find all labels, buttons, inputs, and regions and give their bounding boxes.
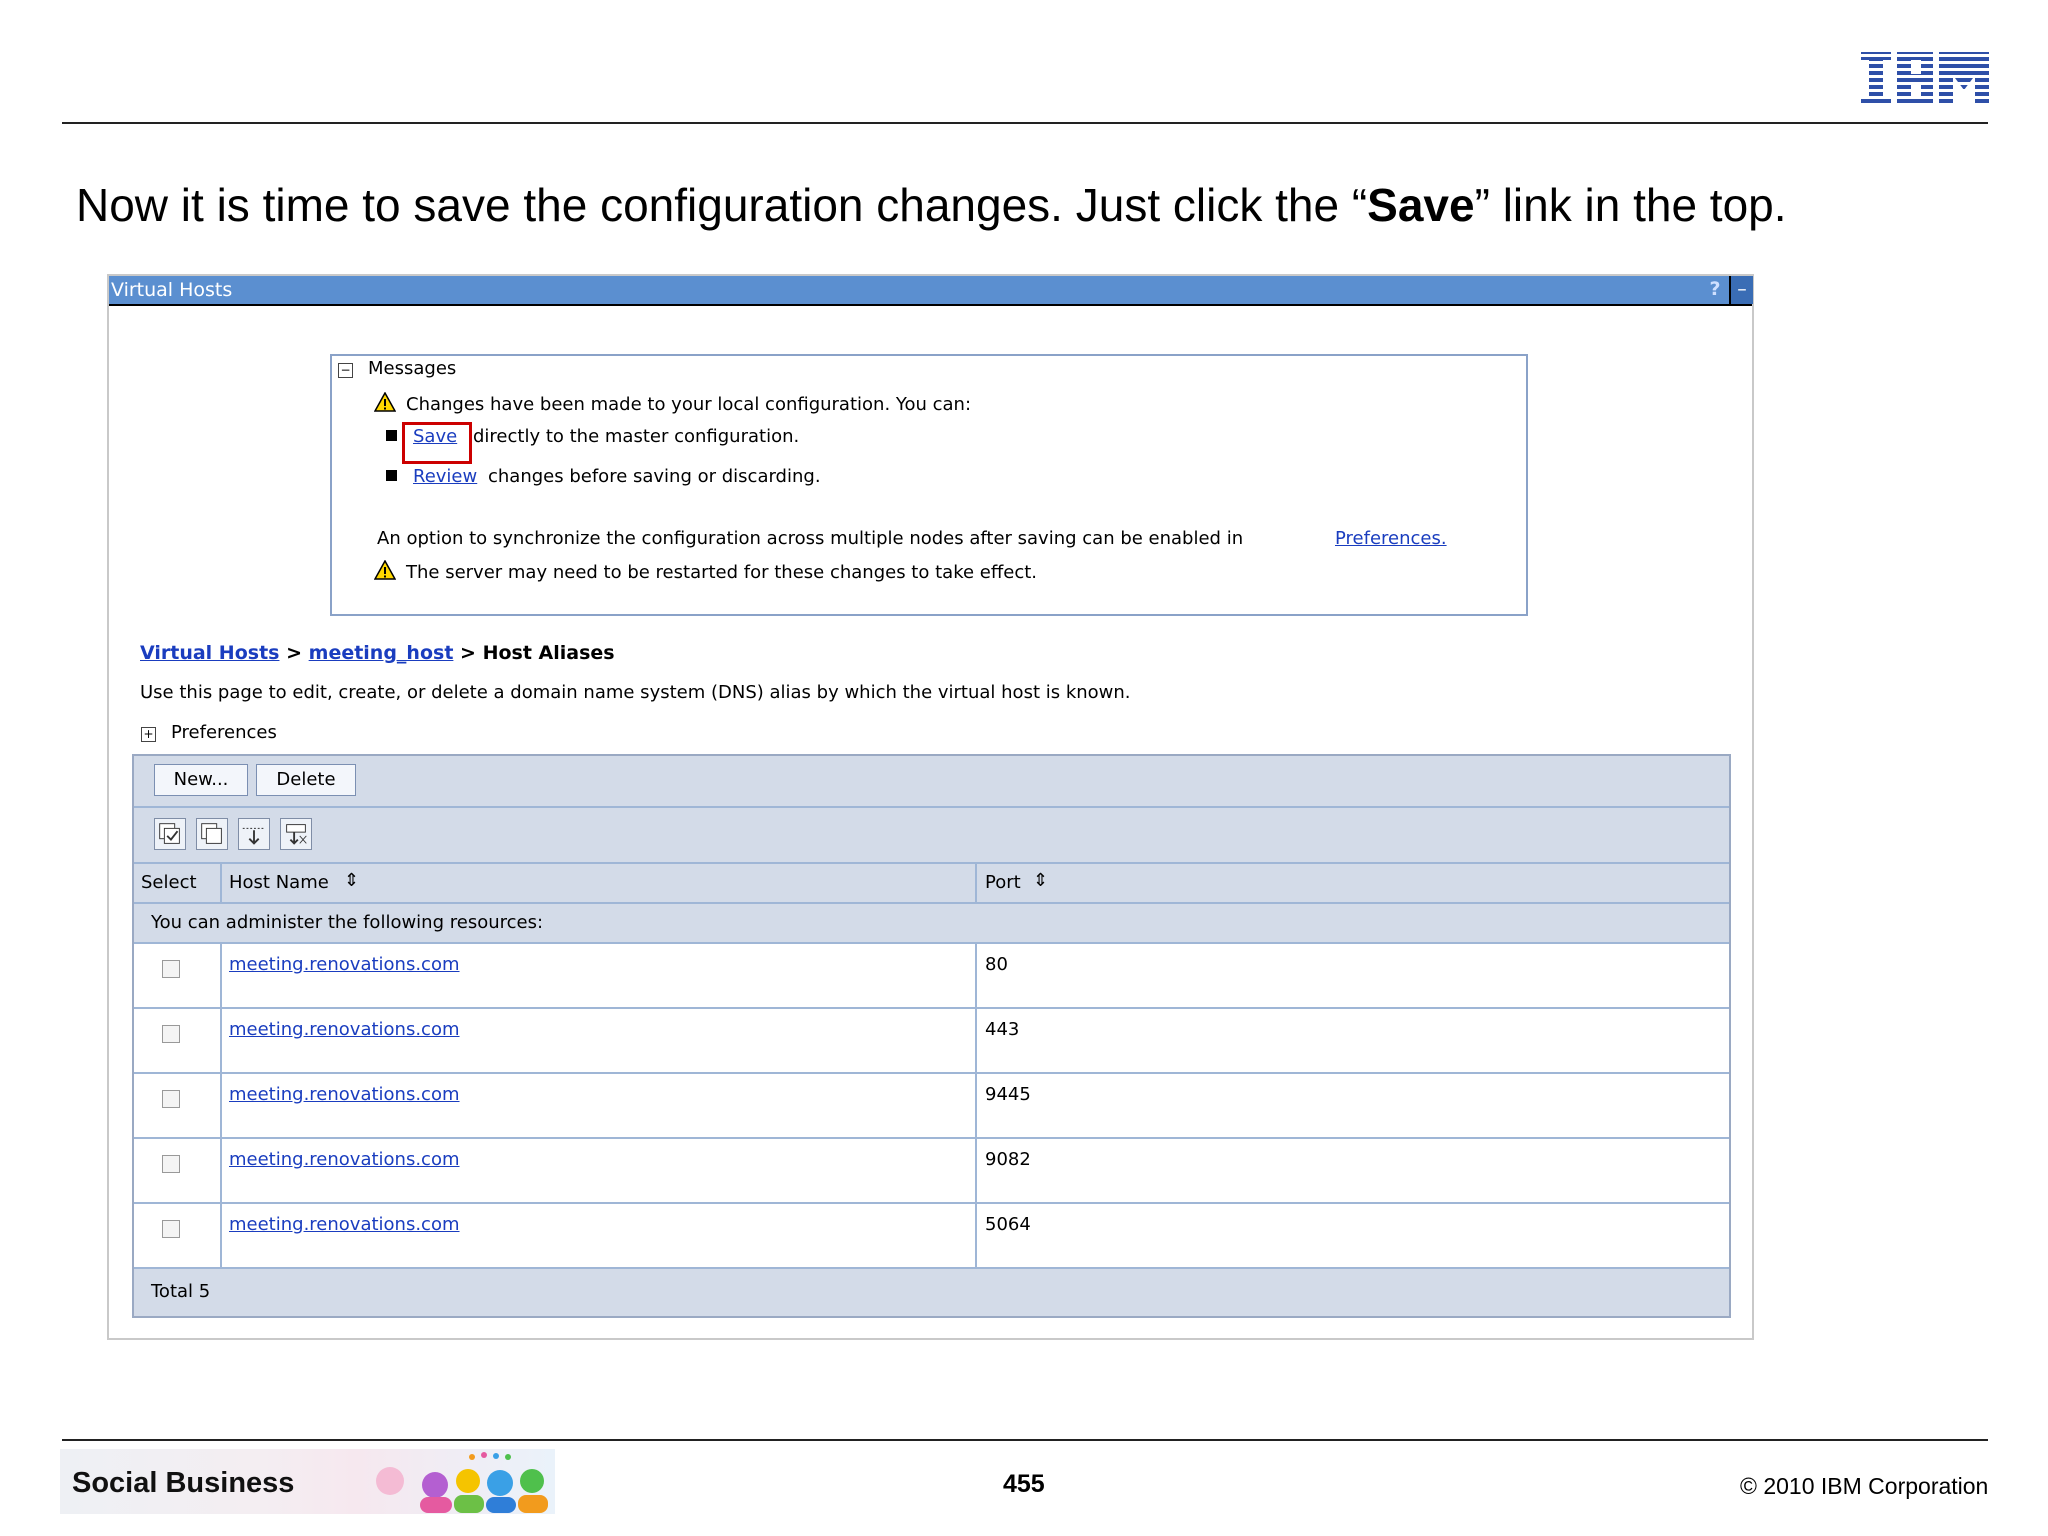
review-link[interactable]: Review <box>413 466 478 487</box>
table-row <box>134 1074 1729 1139</box>
restart-message: The server may need to be restarted for these changes to take effect. <box>406 562 1037 583</box>
panel-title: Virtual Hosts <box>111 279 233 301</box>
deselect-all-icon[interactable] <box>196 818 228 850</box>
delete-button[interactable]: Delete <box>256 764 356 796</box>
table-row <box>134 1204 1729 1269</box>
column-divider <box>220 864 222 902</box>
warning-icon <box>374 560 396 580</box>
sync-message: An option to synchronize the configuration across multiple nodes after saving can be enabled in <box>377 528 1244 549</box>
port-value: 443 <box>985 1019 1020 1040</box>
preferences-link[interactable]: Preferences. <box>1335 528 1447 549</box>
copyright-notice: © 2010 IBM Corporation <box>1740 1473 1989 1499</box>
save-link[interactable]: Save <box>413 426 458 447</box>
bullet-icon <box>386 430 397 441</box>
save-description: directly to the master configuration. <box>473 426 800 447</box>
headline-post: ” link in the top. <box>1474 179 1787 231</box>
page-description: Use this page to edit, create, or delete a domain name system (DNS) alias by which the virtual host is known. <box>140 682 1131 703</box>
social-business-label: Social Business <box>72 1467 295 1499</box>
row-checkbox[interactable] <box>162 1155 180 1173</box>
slide-headline <box>76 178 1787 232</box>
host-name-link[interactable]: meeting.renovations.com <box>229 1149 460 1170</box>
port-value: 9445 <box>985 1084 1031 1105</box>
breadcrumb-separator: > <box>460 642 476 664</box>
headline-pre: Now it is time to save the configuration changes. Just click the “ <box>76 179 1368 231</box>
column-header-host-name[interactable]: Host Name <box>229 872 329 893</box>
column-header-port[interactable]: Port <box>985 872 1021 893</box>
resources-note-row <box>134 904 1729 944</box>
host-name-link[interactable]: meeting.renovations.com <box>229 954 460 975</box>
breadcrumb <box>140 642 615 664</box>
save-highlight-box <box>402 422 472 464</box>
messages-box <box>330 354 1528 616</box>
clear-filter-icon[interactable] <box>280 818 312 850</box>
icon-toolbar <box>134 808 1729 864</box>
total-count: Total 5 <box>151 1281 211 1302</box>
row-checkbox[interactable] <box>162 1220 180 1238</box>
minimize-icon[interactable]: – <box>1729 276 1753 304</box>
review-description: changes before saving or discarding. <box>488 466 821 487</box>
expand-icon[interactable]: + <box>141 727 156 742</box>
social-figures-graphic <box>360 1451 555 1513</box>
button-bar <box>134 756 1729 808</box>
warning-icon <box>374 392 396 412</box>
show-filter-icon[interactable] <box>238 818 270 850</box>
column-divider <box>975 944 977 1267</box>
row-checkbox[interactable] <box>162 960 180 978</box>
changes-message: Changes have been made to your local configuration. You can: <box>406 394 972 415</box>
preferences-toggle[interactable]: Preferences <box>171 722 277 743</box>
resources-note: You can administer the following resources: <box>151 912 544 933</box>
table-row <box>134 1009 1729 1074</box>
column-divider <box>975 864 977 902</box>
page-number: 455 <box>1003 1470 1045 1498</box>
column-divider <box>220 944 222 1267</box>
new-button[interactable]: New... <box>154 764 248 796</box>
breadcrumb-virtual-hosts[interactable]: Virtual Hosts <box>140 642 280 664</box>
ibm-logo <box>1859 50 1991 106</box>
row-checkbox[interactable] <box>162 1090 180 1108</box>
column-header-select: Select <box>141 872 197 893</box>
breadcrumb-meeting-host[interactable]: meeting_host <box>308 642 454 664</box>
social-business-banner <box>60 1449 555 1514</box>
select-all-icon[interactable] <box>154 818 186 850</box>
host-name-link[interactable]: meeting.renovations.com <box>229 1084 460 1105</box>
header-rule <box>62 122 1988 124</box>
port-value: 9082 <box>985 1149 1031 1170</box>
sort-icon[interactable]: ⇕ <box>344 870 360 891</box>
headline-save: Save <box>1367 179 1475 231</box>
virtual-hosts-panel <box>107 274 1754 1340</box>
table-header-row <box>134 864 1729 904</box>
port-value: 80 <box>985 954 1008 975</box>
host-name-link[interactable]: meeting.renovations.com <box>229 1019 460 1040</box>
collapse-icon[interactable]: − <box>338 363 353 378</box>
row-checkbox[interactable] <box>162 1025 180 1043</box>
table-row <box>134 944 1729 1009</box>
host-aliases-table <box>132 754 1731 1318</box>
table-row <box>134 1139 1729 1204</box>
breadcrumb-current: Host Aliases <box>482 642 615 664</box>
panel-titlebar <box>109 276 1752 306</box>
messages-title: Messages <box>368 358 457 379</box>
footer-rule <box>62 1439 1988 1441</box>
sort-icon[interactable]: ⇕ <box>1033 870 1049 891</box>
bullet-icon <box>386 470 397 481</box>
help-icon[interactable]: ? <box>1709 278 1721 300</box>
host-name-link[interactable]: meeting.renovations.com <box>229 1214 460 1235</box>
table-footer-row <box>134 1269 1729 1316</box>
port-value: 5064 <box>985 1214 1031 1235</box>
breadcrumb-separator: > <box>286 642 303 664</box>
